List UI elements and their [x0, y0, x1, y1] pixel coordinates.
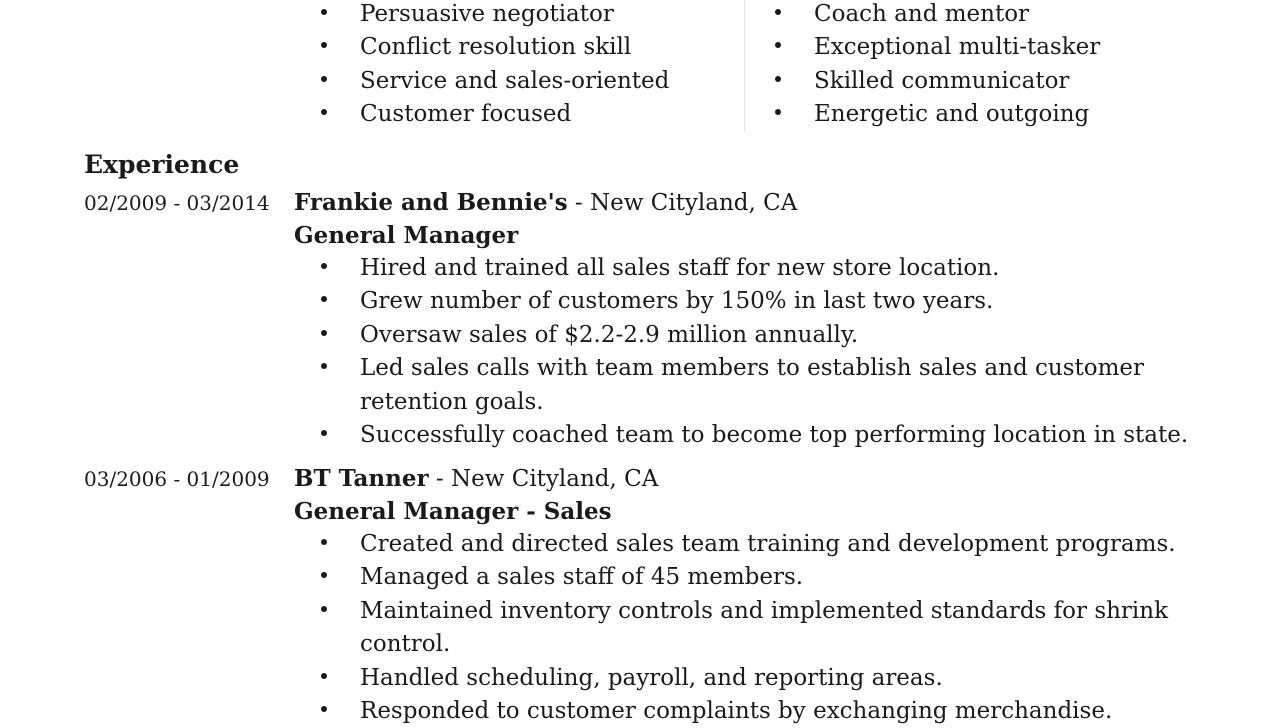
skills-divider	[744, 0, 745, 132]
job-header	[294, 186, 797, 220]
location-separator: -	[567, 190, 590, 216]
job-location: New Cityland, CA	[589, 190, 798, 216]
job-bullet: Responded to customer complaints by exchanging merchandise.	[318, 695, 1218, 728]
skill-item: Conflict resolution skill	[318, 31, 669, 64]
job-bullet: Hired and trained all sales staff for new store location.	[318, 252, 1218, 285]
job-dates: 03/2006 - 01/2009	[84, 467, 270, 491]
job-title: General Manager	[294, 222, 519, 249]
job-bullet: Maintained inventory controls and implemented standards for shrink control.	[318, 595, 1218, 662]
job-title: General Manager - Sales	[294, 498, 612, 525]
job-bullets	[318, 252, 1218, 452]
company-name: Frankie and Bennie's	[294, 189, 568, 216]
skill-item: Customer focused	[318, 98, 669, 131]
job-bullet: Led sales calls with team members to establish sales and customer retention goals.	[318, 352, 1218, 419]
location-separator: -	[428, 466, 451, 492]
job-bullet: Managed a sales staff of 45 members.	[318, 561, 1218, 594]
job-bullet: Grew number of customers by 150% in last two years.	[318, 285, 1218, 318]
skills-list-right	[772, 0, 1100, 132]
job-location: New Cityland, CA	[450, 466, 659, 492]
skill-item: Exceptional multi-tasker	[772, 31, 1100, 64]
skill-item: Energetic and outgoing	[772, 98, 1100, 131]
skill-item: Coach and mentor	[772, 0, 1100, 31]
job-bullet: Created and directed sales team training and development programs.	[318, 528, 1218, 561]
skill-item: Service and sales-oriented	[318, 65, 669, 98]
job-header	[294, 462, 658, 496]
company-name: BT Tanner	[294, 465, 429, 492]
job-bullet: Successfully coached team to become top performing location in state.	[318, 419, 1218, 452]
job-dates: 02/2009 - 03/2014	[84, 191, 270, 215]
job-bullets	[318, 528, 1218, 728]
experience-heading: Experience	[84, 150, 240, 179]
job-bullet: Handled scheduling, payroll, and reporting areas.	[318, 662, 1218, 695]
job-bullet: Oversaw sales of $2.2-2.9 million annually.	[318, 319, 1218, 352]
skill-item: Skilled communicator	[772, 65, 1100, 98]
skills-list-left	[318, 0, 669, 132]
skill-item: Persuasive negotiator	[318, 0, 669, 31]
